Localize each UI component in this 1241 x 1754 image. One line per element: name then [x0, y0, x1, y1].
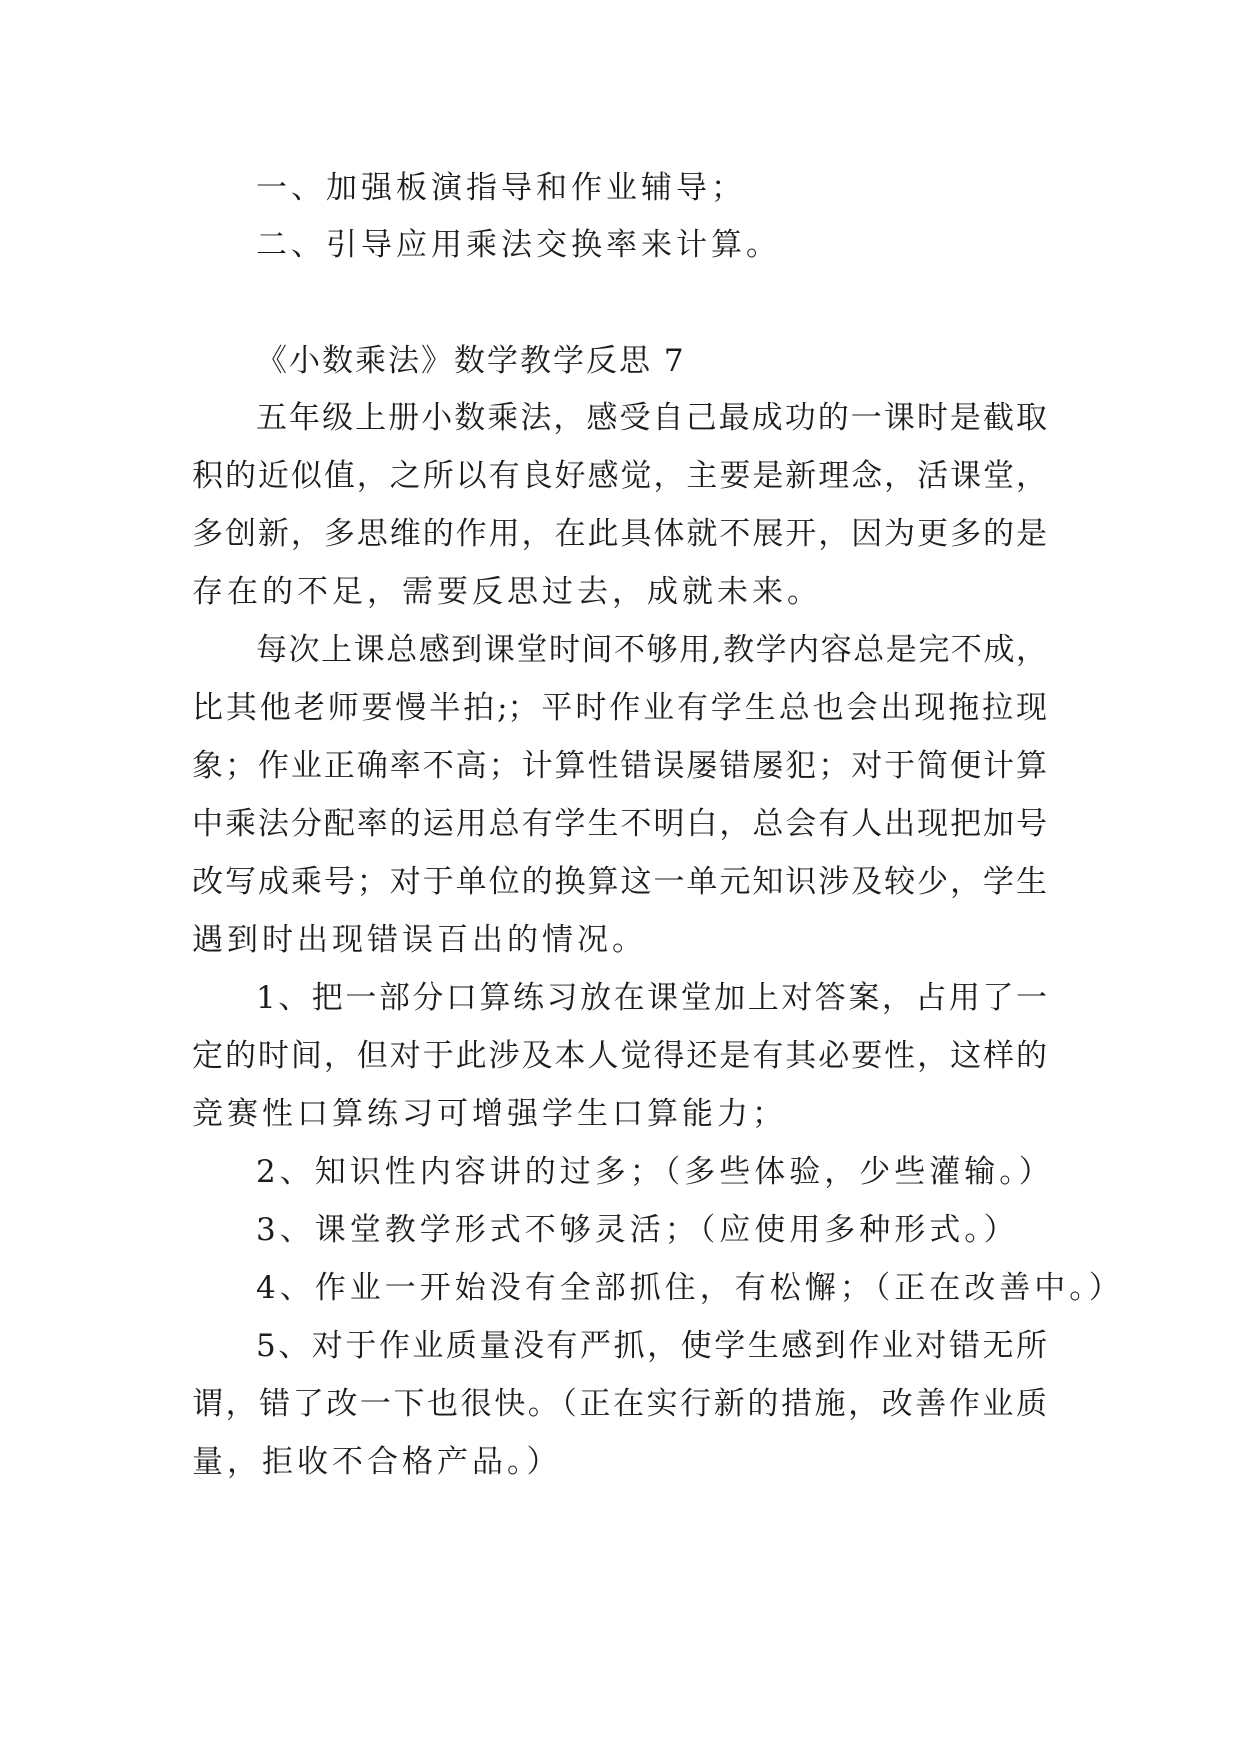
paragraph-line: 5、对于作业质量没有严抓，使学生感到作业对错无所 [256, 1328, 1047, 1364]
paragraph-line: 积的近似值，之所以有良好感觉，主要是新理念，活课堂， [192, 458, 1047, 494]
paragraph-line: 象；作业正确率不高；计算性错误屡错屡犯；对于简便计算 [192, 748, 1047, 784]
section-heading: 《小数乘法》数学教学反思 7 [256, 343, 686, 379]
paragraph-line: 存在的不足，需要反思过去，成就未来。 [192, 574, 822, 610]
list-item: 二、引导应用乘法交换率来计算。 [256, 227, 781, 263]
paragraph-line: 每次上课总感到课堂时间不够用,教学内容总是完不成， [256, 632, 1047, 668]
paragraph-line: 中乘法分配率的运用总有学生不明白，总会有人出现把加号 [192, 806, 1047, 842]
paragraph-line: 遇到时出现错误百出的情况。 [192, 922, 647, 958]
paragraph-line: 比其他老师要慢半拍;；平时作业有学生总也会出现拖拉现 [192, 690, 1047, 726]
paragraph-line: 2、知识性内容讲的过多；（多些体验，少些灌输。） [256, 1154, 1054, 1190]
paragraph-line: 多创新，多思维的作用，在此具体就不展开，因为更多的是 [192, 516, 1047, 552]
paragraph-line: 竞赛性口算练习可增强学生口算能力； [192, 1096, 787, 1132]
paragraph-line: 量，拒收不合格产品。） [192, 1444, 562, 1480]
paragraph-line: 改写成乘号；对于单位的换算这一单元知识涉及较少，学生 [192, 864, 1047, 900]
paragraph-line: 五年级上册小数乘法，感受自己最成功的一课时是截取 [256, 400, 1047, 436]
paragraph-line: 3、课堂教学形式不够灵活；（应使用多种形式。） [256, 1212, 1019, 1248]
paragraph-line: 1、把一部分口算练习放在课堂加上对答案，占用了一 [256, 980, 1047, 1016]
paragraph-line: 谓，错了改一下也很快。（正在实行新的措施，改善作业质 [192, 1386, 1047, 1422]
list-item: 一、加强板演指导和作业辅导； [256, 170, 746, 206]
paragraph-line: 定的时间，但对于此涉及本人觉得还是有其必要性，这样的 [192, 1038, 1047, 1074]
paragraph-line: 4、作业一开始没有全部抓住，有松懈；（正在改善中。） [256, 1270, 1124, 1306]
